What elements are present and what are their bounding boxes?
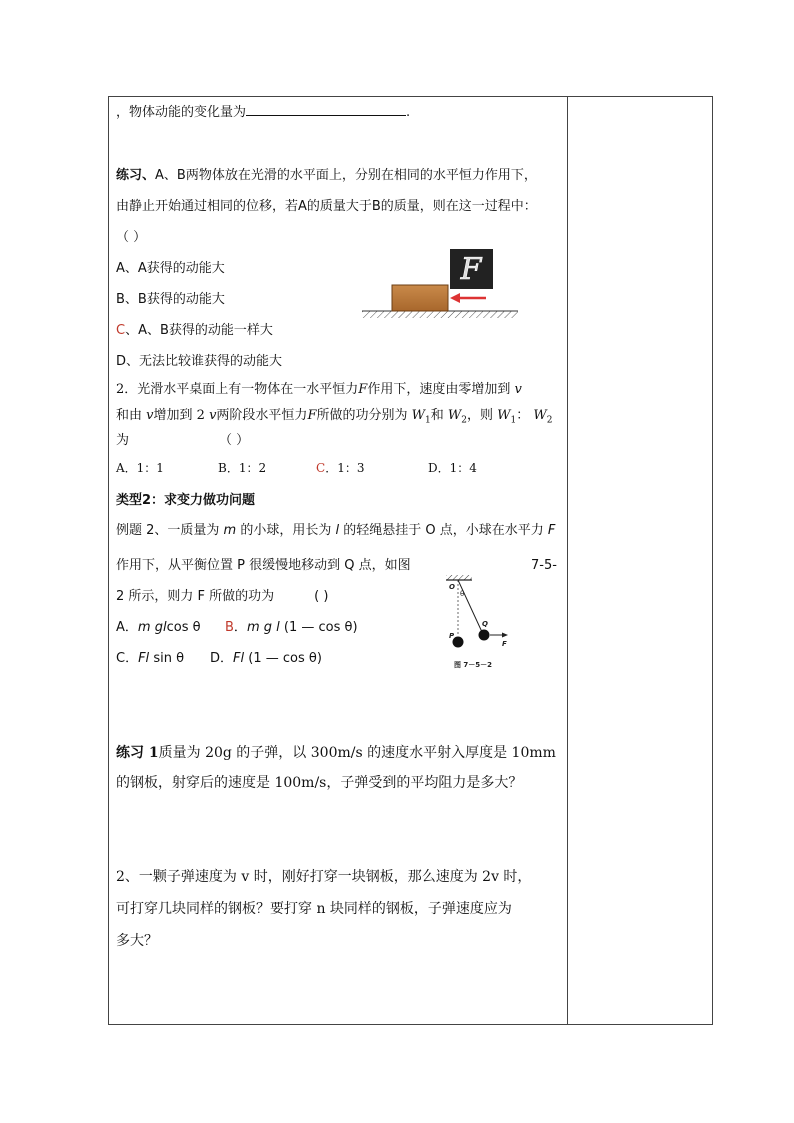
ceiling-hatch bbox=[446, 575, 472, 580]
practice2-line1: 练习 1质量为 20g 的子弹，以 300m/s 的速度水平射入厚度是 10mm bbox=[116, 745, 556, 761]
force-f-label: F bbox=[502, 640, 507, 648]
practice1-option-b: B、B获得的动能大 bbox=[116, 292, 225, 307]
last-q-line1: 2、一颗子弹速度为 v 时，刚好打穿一块钢板，那么速度为 2v 时， bbox=[116, 869, 532, 885]
practice1-stem1: 练习、A、B两物体放在光滑的水平面上，分别在相同的水平恒力作用下， bbox=[116, 168, 537, 183]
practice1-option-a: A、A获得的动能大 bbox=[116, 261, 225, 276]
answer-blank bbox=[246, 103, 406, 116]
wooden-block bbox=[392, 285, 448, 311]
ex2-line1: 例题 2、一质量为 m 的小球，用长为 l 的轻绳悬挂于 O 点，小球在水平力 F bbox=[116, 523, 556, 538]
ex2-option-c: C．Fl sin θ bbox=[116, 651, 185, 666]
force-label: F bbox=[460, 252, 482, 287]
q2-line1: 2．光滑水平桌面上有一物体在一水平恒力F作用下，速度由零增加到 v bbox=[116, 382, 522, 397]
point-o-label: O bbox=[449, 583, 455, 591]
ex2-line3: 2 所示，则力 F 所做的功为 ( ) bbox=[116, 589, 329, 604]
block-force-figure bbox=[358, 245, 523, 325]
force-arrow-head-f bbox=[502, 633, 508, 638]
ball-at-q bbox=[479, 630, 490, 641]
top-line: ，物体动能的变化量为 . bbox=[116, 105, 411, 120]
force-arrow-head bbox=[450, 293, 460, 303]
ball-at-p bbox=[453, 637, 464, 648]
column-divider bbox=[567, 96, 568, 1025]
ground-hatch bbox=[362, 311, 518, 318]
theta-label: θ bbox=[460, 590, 465, 598]
ex2-option-d: D．Fl (1 — cos θ) bbox=[210, 651, 322, 666]
point-q-label: Q bbox=[482, 620, 488, 628]
ex2-option-b: B．m g l (1 — cos θ) bbox=[225, 620, 358, 635]
ex2-line2: 作用下，从平衡位置 P 很缓慢地移动到 Q 点，如图 bbox=[116, 558, 411, 573]
practice2-line2: 的钢板，射穿后的速度是 100m/s，子弹受到的平均阻力是多大？ bbox=[116, 775, 523, 791]
rope bbox=[458, 580, 482, 632]
practice1-option-d: D、无法比较谁获得的动能大 bbox=[116, 354, 283, 369]
practice1-option-c: C、A、B获得的动能一样大 bbox=[116, 323, 273, 338]
q2-line2: 和由 v增加到 2 v两阶段水平恒力F所做的功分别为 $W_1$和 $W_2$，则 $W_1$： $W_2$ bbox=[116, 408, 553, 426]
ex2-option-a: A．m glcos θ bbox=[116, 620, 201, 635]
q2-option-a: A．1：1 bbox=[116, 461, 164, 475]
pendulum-figure bbox=[432, 572, 522, 672]
q2-option-b: B．1：2 bbox=[218, 461, 267, 475]
last-q-line3: 多大？ bbox=[116, 933, 158, 949]
figure-caption: 图 7－5－2 bbox=[454, 661, 493, 669]
practice1-paren: （ ） bbox=[116, 230, 147, 245]
q2-option-c: C．1：3 bbox=[316, 461, 365, 475]
ex2-figure-ref: 7-5- bbox=[531, 558, 557, 573]
q2-line3: 为 （ ） bbox=[116, 433, 250, 448]
last-q-line2: 可打穿几块同样的钢板？要打穿 n 块同样的钢板，子弹速度应为 bbox=[116, 901, 512, 917]
practice1-stem2: 由静止开始通过相同的位移，若A的质量大于B的质量，则在这一过程中： bbox=[116, 199, 537, 214]
point-p-label: P bbox=[449, 632, 455, 640]
type2-title: 类型2：求变力做功问题 bbox=[116, 493, 256, 508]
q2-option-d: D．1：4 bbox=[428, 461, 477, 475]
